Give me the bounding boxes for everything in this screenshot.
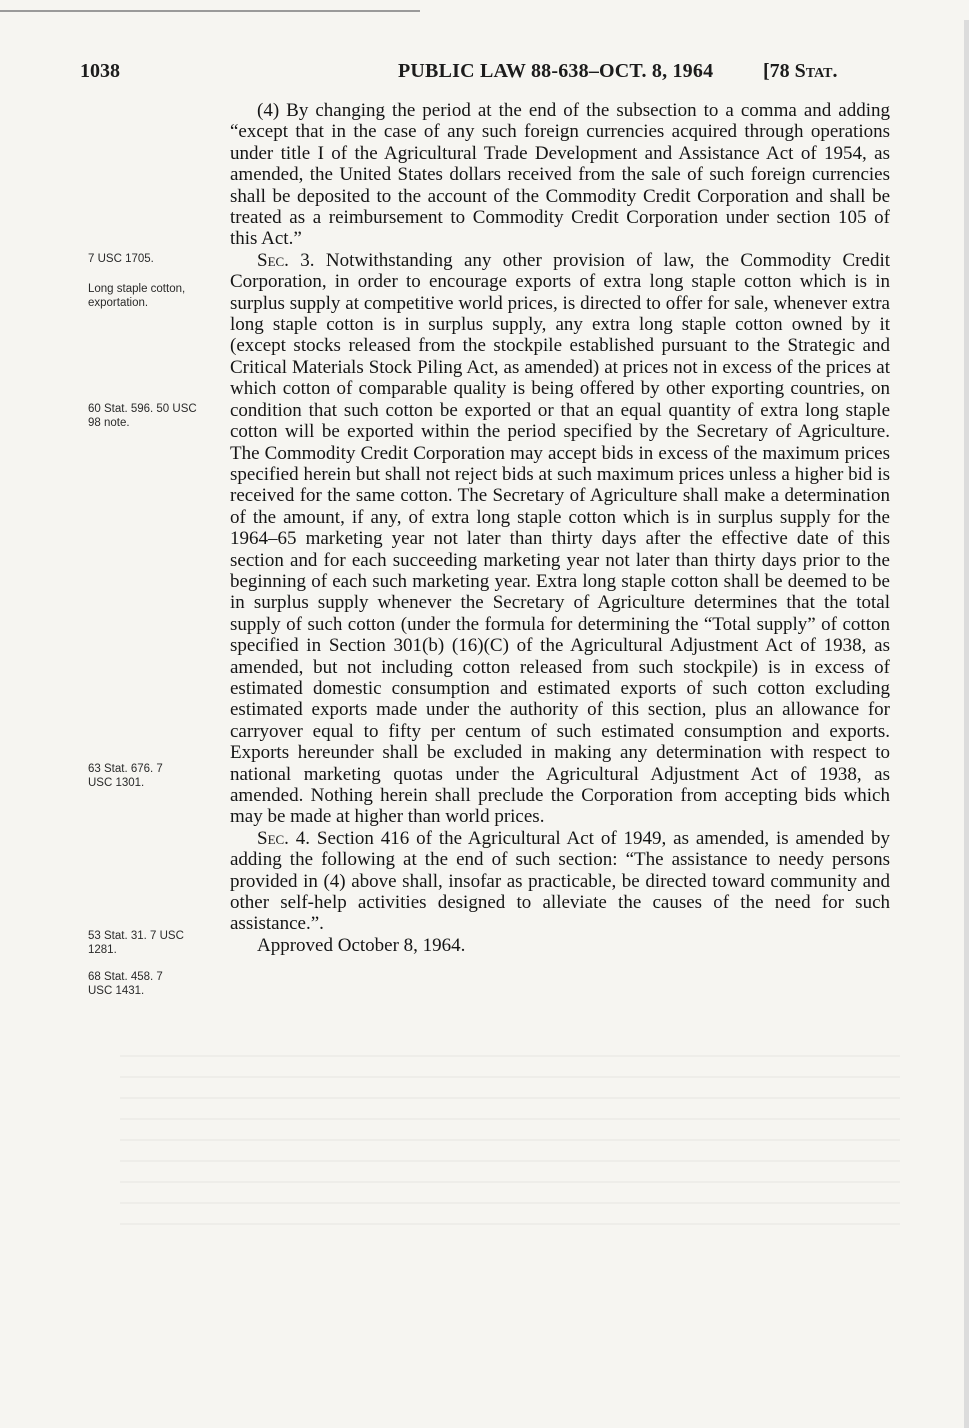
page-edge-shadow — [964, 20, 969, 1428]
margin-note-7-usc-1705: 7 USC 1705. — [88, 253, 154, 265]
margin-note-60-stat-596: 60 Stat. 596. 50 USC 98 note. — [88, 403, 197, 429]
margin-note-53-stat-31: 53 Stat. 31. 7 USC 1281. — [88, 930, 184, 956]
margin-note-68-stat-458: 68 Stat. 458. 7 USC 1431. — [88, 971, 163, 997]
section-4-text: Section 416 of the Agricultural Act of 1949, as amended, is amended by adding the following at the end of such section: “The assistance to needy persons provided in (4) above shall, insofar as practicable, be directed toward community and other self-help activities designed to alleviate the causes of the need for such assistance.”. — [230, 827, 890, 935]
section-4 — [230, 828, 890, 935]
margin-note-63-stat-676: 63 Stat. 676. 7 USC 1301. — [88, 763, 163, 789]
volume-citation: [78 Stat. — [763, 60, 838, 82]
running-title: PUBLIC LAW 88-638–OCT. 8, 1964 — [398, 60, 714, 82]
margin-note-long-staple-cotton: Long staple cotton, exportation. — [88, 283, 186, 309]
approval-date: Approved October 8, 1964. — [257, 934, 466, 956]
section-4-label: Sec. 4. — [257, 827, 311, 849]
top-rule — [0, 10, 420, 12]
page-header — [0, 60, 969, 90]
page-number: 1038 — [80, 60, 120, 82]
bleed-through-text — [120, 1055, 900, 1246]
paragraph-4: (4) By changing the period at the end of the subsection to a comma and adding “except that in the case of any such foreign currencies acquired through operations under title I of the Agricultural Trade Development and Assistance Act of 1954, as amended, the United States dollars received from the sale of such foreign currencies shall be deposited to the account of the Commodity Credit Corporation and shall be treated as a reimbursement to Commodity Credit Corporation under section 105 of this Act.” — [230, 100, 890, 250]
section-3-text: Notwithstanding any other provision of law, the Commodity Credit Corporation, in order to encourage exports of extra long staple cotton which is in surplus supply at competitive world prices, is directed to offer for sale, whenever extra long staple cotton is in surplus supply, any extra long staple cotton owned by it (except stocks released from the stockpile established pursuant to the Strategic and Critical Materials Stock Piling Act, as amended) at prices not in excess of the prices at which cotton of comparable quality is being offered by other exporting countries, on condition that such cotton be exported or that an equal quantity of extra long staple cotton will be exported within the period specified by the Secretary of Agriculture. The Commodity Credit Corporation may accept bids in excess of the maximum prices specified herein but shall not reject bids at such maximum prices unless a higher bid is received for the same cotton. The Secretary of Agriculture shall make a determination of the amount, if any, of extra long staple cotton which is in surplus supply for the 1964–65 marketing year not later than thirty days after the effective date of this section and for each succeeding marketing year not later than thirty days prior to the beginning of each such marketing year. Extra long staple cotton shall be deemed to be in surplus supply whenever the Secretary of Agriculture determines that the total supply of such cotton (under the formula for determining the “Total supply” of cotton specified in Section 301(b) (16)(C) of the Agricultural Adjustment Act of 1938, as amended, but not including cotton released from such stockpile) is in excess of estimated domestic consumption and estimated exports of such cotton excluding estimated exports made under the authority of this section, plus an allowance for carryover equal to fifty per centum of such estimated consumption and exports. Exports hereunder shall be excluded in making any determination with respect to national marketing quotas under the Agricultural Adjustment Act of 1938, as amended. Nothing herein shall preclude the Corporation from accepting bids which may be made at higher than world prices. — [230, 249, 891, 828]
section-3 — [230, 250, 890, 828]
section-3-label: Sec. 3. — [257, 249, 315, 271]
statute-body — [230, 100, 890, 956]
